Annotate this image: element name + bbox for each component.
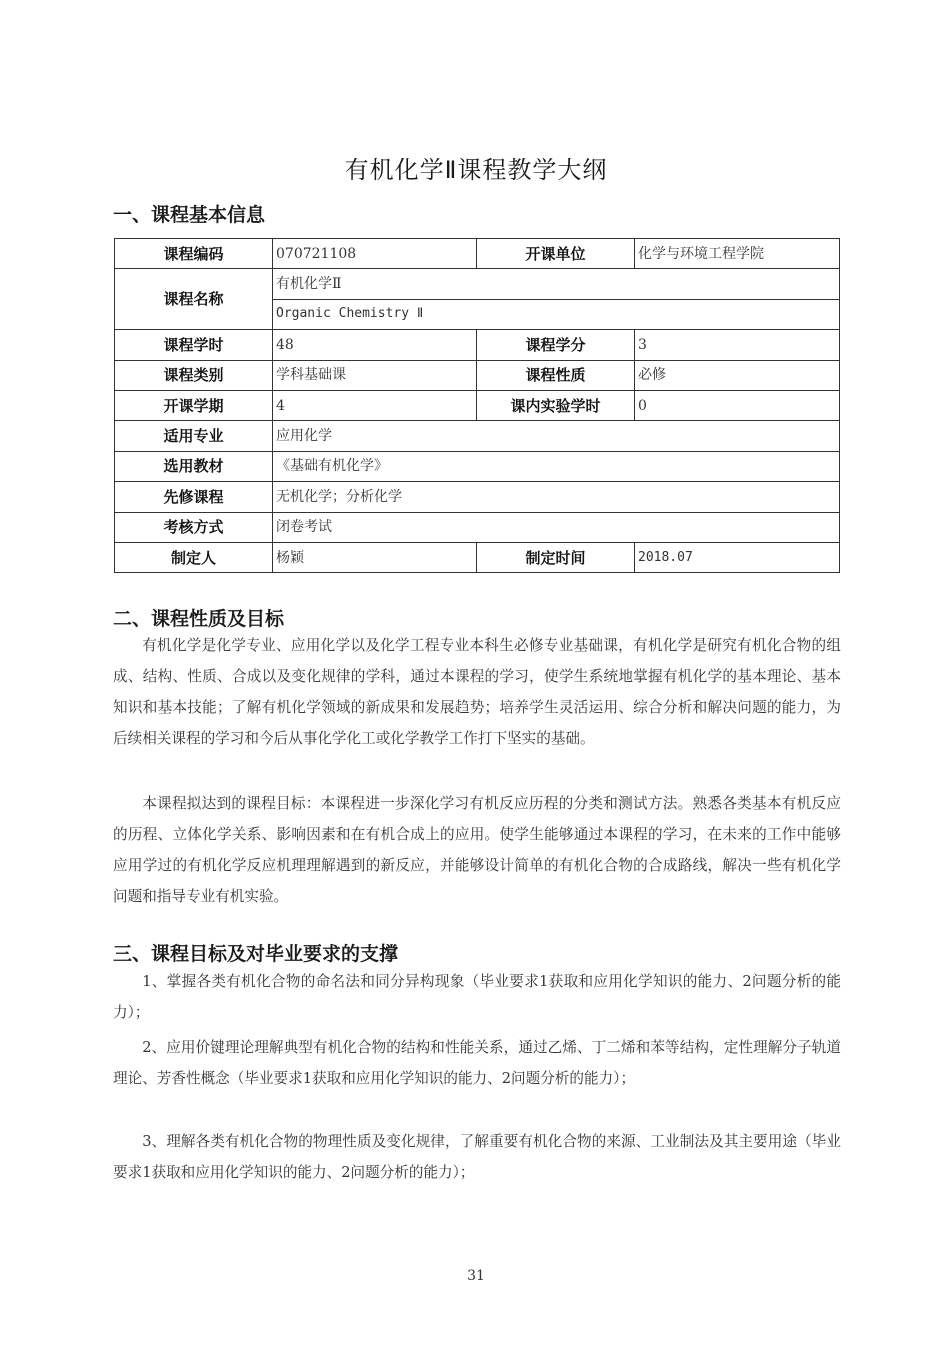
course-category-label: 课程类别 bbox=[115, 360, 273, 390]
author-label: 制定人 bbox=[115, 542, 273, 572]
course-category-value: 学科基础课 bbox=[273, 360, 477, 390]
semester-value: 4 bbox=[273, 390, 477, 420]
major-value: 应用化学 bbox=[273, 421, 840, 451]
page-title: 有机化学Ⅱ课程教学大纲 bbox=[344, 156, 608, 184]
author-value: 杨颖 bbox=[273, 542, 477, 572]
table-row bbox=[115, 482, 840, 512]
prerequisite-value: 无机化学；分析化学 bbox=[273, 482, 840, 512]
section-heading-objectives-support: 三、课程目标及对毕业要求的支撑 bbox=[113, 943, 399, 965]
prerequisite-label: 先修课程 bbox=[115, 482, 273, 512]
course-info-table bbox=[114, 238, 840, 573]
offering-unit-value: 化学与环境工程学院 bbox=[635, 239, 840, 269]
lab-hours-label: 课内实验学时 bbox=[477, 390, 635, 420]
date-label: 制定时间 bbox=[477, 542, 635, 572]
offering-unit-label: 开课单位 bbox=[477, 239, 635, 269]
major-label: 适用专业 bbox=[115, 421, 273, 451]
table-row bbox=[115, 512, 840, 542]
table-row bbox=[115, 330, 840, 360]
course-code-label: 课程编码 bbox=[115, 239, 273, 269]
lab-hours-value: 0 bbox=[635, 390, 840, 420]
course-hours-value: 48 bbox=[273, 330, 477, 360]
section-heading-basic-info: 一、课程基本信息 bbox=[113, 204, 266, 226]
exam-method-value: 闭卷考试 bbox=[273, 512, 840, 542]
course-code-value: 070721108 bbox=[273, 239, 477, 269]
table-row bbox=[115, 390, 840, 420]
date-value: 2018.07 bbox=[635, 542, 840, 572]
section-heading-nature-goals: 二、课程性质及目标 bbox=[113, 608, 285, 630]
textbook-value: 《基础有机化学》 bbox=[273, 451, 840, 481]
course-credits-value: 3 bbox=[635, 330, 840, 360]
paragraph-course-goals: 本课程拟达到的课程目标：本课程进一步深化学习有机反应历程的分类和测试方法。熟悉各类基本有机反应的历程、立体化学关系、影响因素和在有机合成上的应用。使学生能够通过本课程的学习，在未来的工作中能够应用学过的有机化学反应机理理解遇到的新反应，并能够设计简单的有机化合物的合成路线，解决一些有机化学问题和指导专业有机实验。 bbox=[113, 795, 841, 905]
page-number: 31 bbox=[467, 1268, 485, 1284]
table-row bbox=[115, 421, 840, 451]
course-nature-value: 必修 bbox=[635, 360, 840, 390]
course-nature-label: 课程性质 bbox=[477, 360, 635, 390]
objective-item-1: 1、掌握各类有机化合物的命名法和同分异构现象（毕业要求1获取和应用化学知识的能力、2问题分析的能力）； bbox=[113, 973, 841, 1021]
table-row bbox=[115, 269, 840, 299]
textbook-label: 选用教材 bbox=[115, 451, 273, 481]
objective-item-3: 3、理解各类有机化合物的物理性质及变化规律，了解重要有机化合物的来源、工业制法及其主要用途（毕业要求1获取和应用化学知识的能力、2问题分析的能力）； bbox=[113, 1133, 841, 1181]
table-row bbox=[115, 360, 840, 390]
objective-item-2: 2、应用价键理论理解典型有机化合物的结构和性能关系，通过乙烯、丁二烯和苯等结构，定性理解分子轨道理论、芳香性概念（毕业要求1获取和应用化学知识的能力、2问题分析的能力）； bbox=[113, 1039, 841, 1087]
course-name-en: Organic Chemistry Ⅱ bbox=[273, 299, 840, 329]
table-row bbox=[115, 542, 840, 572]
course-name-cn: 有机化学Ⅱ bbox=[273, 269, 840, 299]
exam-method-label: 考核方式 bbox=[115, 512, 273, 542]
course-credits-label: 课程学分 bbox=[477, 330, 635, 360]
course-name-label: 课程名称 bbox=[115, 269, 273, 330]
semester-label: 开课学期 bbox=[115, 390, 273, 420]
paragraph-course-nature: 有机化学是化学专业、应用化学以及化学工程专业本科生必修专业基础课，有机化学是研究有机化合物的组成、结构、性质、合成以及变化规律的学科，通过本课程的学习，使学生系统地掌握有机化学的基本理论、基本知识和基本技能；了解有机化学领域的新成果和发展趋势；培养学生灵活运用、综合分析和解决问题的能力，为后续相关课程的学习和今后从事化学化工或化学教学工作打下坚实的基础。 bbox=[113, 637, 841, 747]
table-row bbox=[115, 239, 840, 269]
course-hours-label: 课程学时 bbox=[115, 330, 273, 360]
table-row bbox=[115, 451, 840, 481]
